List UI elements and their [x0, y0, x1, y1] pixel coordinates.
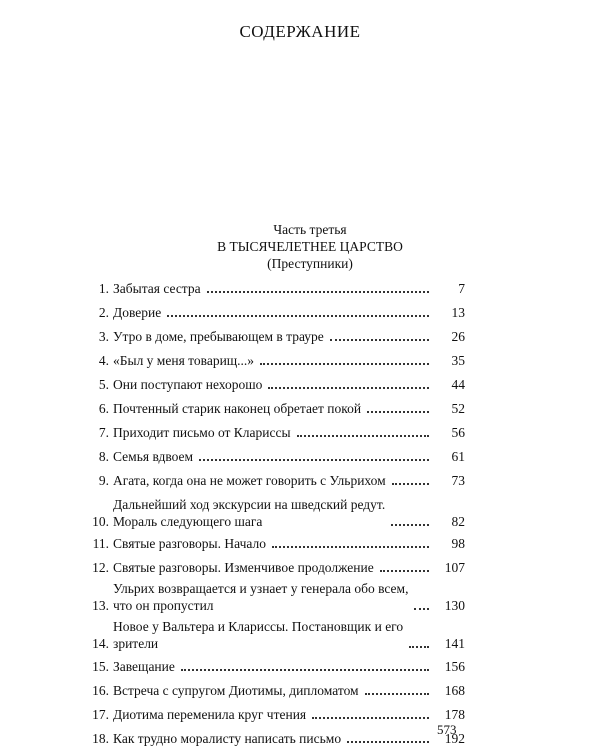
- toc-entry-page: 7: [458, 281, 465, 296]
- part-label: Часть третья: [273, 222, 347, 237]
- toc-entry-number: 9.: [98, 473, 109, 488]
- dot-leader: [330, 339, 429, 341]
- toc-entry: [87, 706, 465, 723]
- part-subtitle: (Преступники): [267, 256, 353, 271]
- toc-entry: [87, 658, 465, 675]
- dot-leader: [391, 524, 429, 526]
- toc-entry-page: 192: [444, 731, 465, 746]
- toc-entry: [87, 682, 465, 699]
- toc-entry-title: [113, 682, 359, 699]
- toc-entry: [87, 304, 465, 321]
- toc-entry-page: 73: [451, 473, 465, 488]
- toc-entry-title-line: Дальнейший ход экскурсии на шведский редут.: [113, 497, 386, 512]
- toc-entry-title-line: «Был у меня товарищ...»: [113, 353, 255, 368]
- toc-entry-title: [113, 472, 386, 489]
- page-title: СОДЕРЖАНИЕ: [239, 22, 361, 41]
- toc-entry-number: 8.: [98, 449, 109, 464]
- toc-entry-title-line: Забытая сестра: [113, 281, 201, 296]
- toc-entry-page: 35: [451, 353, 465, 368]
- toc-entry: [87, 472, 465, 489]
- toc-entry-title: [113, 352, 254, 369]
- toc-entry-title-line: Святые разговоры. Изменчивое продолжение: [113, 560, 374, 575]
- toc-entry-title-line: зрители: [113, 636, 159, 651]
- toc-entry-title-line: Доверие: [113, 305, 162, 320]
- toc-entry-title-line: что он пропустил: [113, 598, 214, 613]
- toc-entry: [87, 580, 465, 614]
- toc-entry-title-line: Агата, когда она не может говорить с Ульрихом: [113, 473, 386, 488]
- dot-leader: [365, 693, 429, 695]
- dot-leader: [380, 570, 429, 572]
- toc-entry-number: 5.: [98, 377, 109, 392]
- part-title: В ТЫСЯЧЕЛЕТНЕЕ ЦАРСТВО: [217, 239, 403, 254]
- dot-leader: [392, 483, 429, 485]
- toc-entry-title: [113, 304, 161, 321]
- toc-entry-title-line: Новое у Вальтера и Клариссы. Постановщик и его: [113, 619, 404, 634]
- toc-entry-title: [113, 448, 193, 465]
- toc-entry: [87, 535, 465, 552]
- toc-entry-number: 12.: [92, 560, 109, 575]
- toc-entry-title: [113, 559, 374, 576]
- toc-entry-number: 7.: [98, 425, 109, 440]
- toc-entry-title: [113, 328, 324, 345]
- dot-leader: [181, 669, 429, 671]
- toc-entry: [87, 559, 465, 576]
- toc-entry: [87, 424, 465, 441]
- toc-entry-number: 6.: [98, 401, 109, 416]
- toc-entry-page: 13: [451, 305, 465, 320]
- toc-entry-number: 1.: [98, 281, 109, 296]
- toc-entry: [87, 448, 465, 465]
- toc-entry-number: 10.: [92, 514, 109, 529]
- dot-leader: [207, 291, 429, 293]
- toc-entry-page: 156: [444, 659, 465, 674]
- toc-entry-number: 11.: [92, 536, 109, 551]
- toc-entry-page: 107: [444, 560, 465, 575]
- toc-entry-title-line: Почтенный старик наконец обретает покой: [113, 401, 362, 416]
- toc-entry-page: 82: [451, 514, 465, 529]
- dot-leader: [409, 646, 429, 648]
- toc-entry-title: [113, 496, 385, 530]
- dot-leader: [260, 363, 429, 365]
- toc-entry-number: 18.: [92, 731, 109, 746]
- dot-leader: [272, 546, 429, 548]
- toc-entry-page: 98: [451, 536, 465, 551]
- table-of-contents: [87, 274, 465, 747]
- dot-leader: [367, 411, 429, 413]
- toc-entry: [87, 376, 465, 393]
- toc-entry: [87, 280, 465, 297]
- toc-entry-title: [113, 535, 266, 552]
- toc-entry-title-line: Встреча с супругом Диотимы, дипломатом: [113, 683, 359, 698]
- toc-entry-title-line: Они поступают нехорошо: [113, 377, 263, 392]
- toc-entry-page: 52: [451, 401, 465, 416]
- toc-entry-title: [113, 706, 306, 723]
- dot-leader: [312, 717, 429, 719]
- toc-entry-title: [113, 658, 175, 675]
- toc-entry-title-line: Приходит письмо от Клариссы: [113, 425, 291, 440]
- page-number: 573: [437, 722, 457, 737]
- toc-entry-title-line: Диотима переменила круг чтения: [113, 707, 307, 722]
- toc-entry: [87, 400, 465, 417]
- dot-leader: [268, 387, 429, 389]
- toc-entry-title: [113, 730, 341, 747]
- toc-entry-page: 141: [444, 636, 465, 651]
- toc-entry: [87, 730, 465, 747]
- toc-entry-number: 16.: [92, 683, 109, 698]
- toc-entry-page: 56: [451, 425, 465, 440]
- toc-entry-number: 2.: [98, 305, 109, 320]
- dot-leader: [297, 435, 429, 437]
- toc-entry-number: 4.: [98, 353, 109, 368]
- toc-entry-title: [113, 376, 262, 393]
- toc-entry-title-line: Мораль следующего шага: [113, 514, 263, 529]
- toc-entry-page: 61: [451, 449, 465, 464]
- toc-entry-page: 130: [444, 598, 465, 613]
- toc-entry-title-line: Утро в доме, пребывающем в трауре: [113, 329, 324, 344]
- dot-leader: [167, 315, 429, 317]
- toc-entry-number: 17.: [92, 707, 109, 722]
- toc-entry-title-line: Семья вдвоем: [113, 449, 194, 464]
- toc-entry: [87, 496, 465, 530]
- toc-entry: [87, 352, 465, 369]
- toc-entry-title: [113, 400, 361, 417]
- toc-entry-title: [113, 280, 201, 297]
- toc-entry-number: 13.: [92, 598, 109, 613]
- toc-entry-page: 44: [451, 377, 465, 392]
- toc-entry-page: 178: [444, 707, 465, 722]
- toc-entry-title-line: Ульрих возвращается и узнает у генерала обо всем,: [113, 581, 409, 596]
- toc-entry-title: [113, 424, 291, 441]
- toc-entry-number: 3.: [98, 329, 109, 344]
- part-heading: [160, 221, 460, 272]
- dot-leader: [347, 741, 429, 743]
- toc-entry-page: 26: [451, 329, 465, 344]
- toc-entry: [87, 618, 465, 652]
- toc-entry-number: 14.: [92, 636, 109, 651]
- toc-entry-title: [113, 580, 408, 614]
- toc-entry-title-line: Святые разговоры. Начало: [113, 536, 266, 551]
- toc-entry-number: 15.: [92, 659, 109, 674]
- toc-entry-title-line: Завещание: [113, 659, 175, 674]
- toc-entry: [87, 328, 465, 345]
- dot-leader: [414, 608, 429, 610]
- toc-entry-title-line: Как трудно моралисту написать письмо: [113, 731, 342, 746]
- dot-leader: [199, 459, 429, 461]
- toc-entry-page: 168: [444, 683, 465, 698]
- toc-entry-title: [113, 618, 403, 652]
